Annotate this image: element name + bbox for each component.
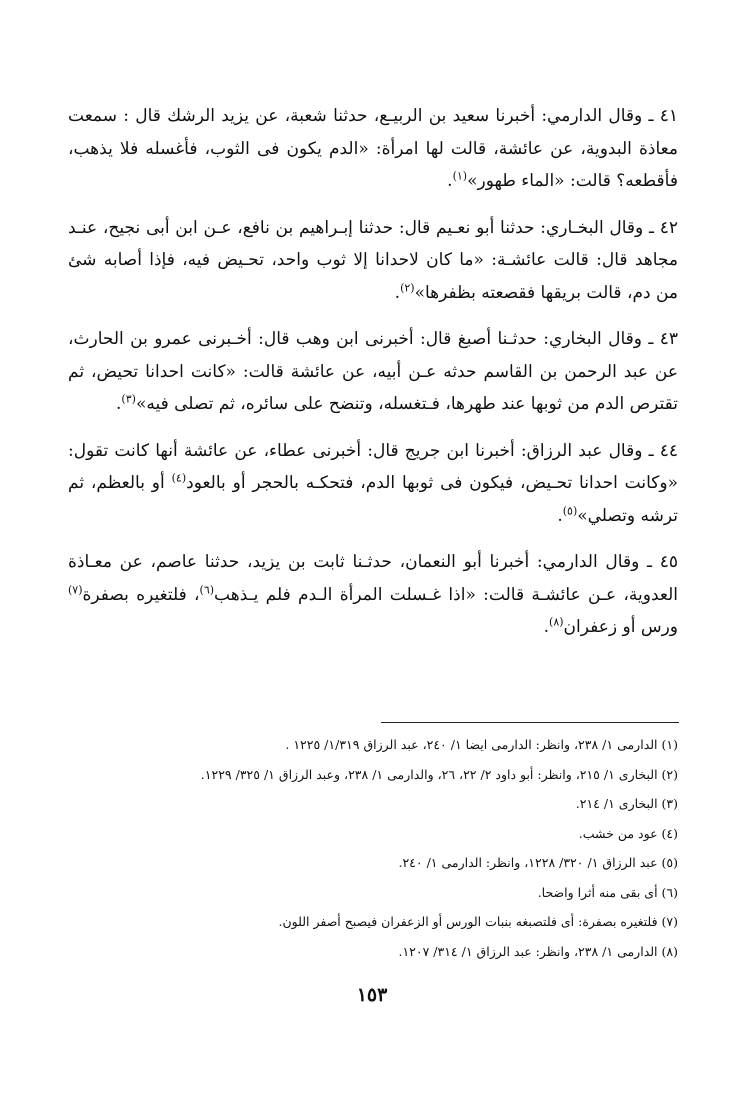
paragraph-end: . <box>394 282 401 303</box>
footnote-8: (٨) الدارمى ١/ ٢٣٨، وانظر: عبد الرزاق ١/ ٣١٤/ ١٢٠٧. <box>398 943 678 959</box>
paragraph-end: . <box>543 617 550 637</box>
footnote-divider <box>381 722 679 723</box>
footnote-ref: (٤) <box>171 471 187 485</box>
footnote-ref: (٨) <box>549 615 564 629</box>
footnote-3: (٣) البخارى ١/ ٢١٤. <box>575 796 678 811</box>
paragraph-text: ٤٢ ـ وقال البخـاري: حدثنا أبو نعـيم قال: حدثنا إبـراهيم بن نافع، عـن ابن أبى نجيح، عنـد مجاهد قال: قالت عائشـة: «ما كان لاحدانا إلا ثوب واحد، تحـيض فيه، فإذا أصابه شئ من دم، قالت بريقها فقصعته بظفرها» <box>68 217 678 303</box>
paragraph-end: . <box>116 394 122 414</box>
footnote-ref: (٧) <box>68 582 83 596</box>
hadith-paragraph-41 <box>68 100 678 198</box>
footnote-ref: (٢) <box>400 280 415 294</box>
page-number: ١٥٣ <box>356 984 388 1006</box>
footnote-ref: (١) <box>452 169 468 183</box>
paragraph-text: ٤٤ ـ وقال عبد الرزاق: أخبرنا ابن جريج قال: أخبرنى عطاء، عن عائشة أنها كانت تقول: «وكانت احدانا تحـيض، فيكون فى ثوبها الدم، فتحكـه بالحجر أو بالعود <box>68 440 678 493</box>
footnote-7: (٧) فلتغيره بصفرة: أى فلتصبغه بنبات الورس أو الزعفران فيصبح أصفر اللون. <box>278 914 678 929</box>
footnotes <box>68 730 678 966</box>
footnote-1: (١) الدارمى ١/ ٢٣٨، وانظر: الدارمى ايضا ١/ ٢٤٠، عبد الرزاق ١/٣١٩/ ١٢٢٥ . <box>285 737 678 752</box>
paragraph-text-continued: أو بالعظم، ثم ترشه وتصلي» <box>68 473 678 526</box>
footnote-ref: (٦) <box>199 582 215 596</box>
footnote-ref: (٥) <box>562 503 578 517</box>
footnote-2: (٢) البخارى ١/ ٢١٥، وانظر: أبو داود ٢/ ٢٢، ٢٦، والدارمى ١/ ٢٣٨، وعبد الرزاق ١/ ٣٢٥/ ١٢٢٩. <box>200 766 678 782</box>
paragraph-text: ٤٥ ـ وقال الدارمي: أخبرنا أبو النعمان، حدثـنا ثابت بن يزيد، حدثنا عاصم، عن معـاذة العدوية، عـن عائشـة قالت: «اذا غـسلت المرأة الـدم فلم يـذهب <box>68 552 679 605</box>
paragraph-text: ٤٣ ـ وقال البخاري: حدثـنا أصبغ قال: أخبرنى ابن وهب قال: أخـبرنى عمرو بن الحارث، عن عبد الرحمن بن القاسم حدثه عـن أبيه، عن عائشة قالت: «كانت احدانا تحيض، ثم تقترص الدم من ثوبها عند طهرها، فـتغسله، وتنضح على سائره، ثم تصلى فيه» <box>68 329 678 414</box>
paragraph-end: . <box>557 505 563 526</box>
paragraph-text-continued: ورس أو زعفران <box>563 617 678 637</box>
footnote-4: (٤) عود من خشب. <box>578 825 678 841</box>
hadith-paragraph-44 <box>68 435 678 533</box>
footnote-6: (٦) أى بقى منه أثرا واضحا. <box>537 884 678 900</box>
paragraph-text-continued: ، فلتغيره بصفرة <box>82 584 200 605</box>
footnote-ref: (٣) <box>121 392 136 406</box>
paragraph-end: . <box>447 171 453 191</box>
footnote-5: (٥) عبد الرزاق ١/ ٣٢٠/ ١٢٢٨، وانظر: الدارمى ١/ ٢٤٠. <box>398 855 678 870</box>
hadith-paragraph-45 <box>68 546 678 644</box>
hadith-paragraph-43 <box>68 323 678 421</box>
paragraph-text: ٤١ ـ وقال الدارمي: أخبرنا سعيد بن الربيـع، حدثنا شعبة، عن يزيد الرشك قال : سمعت معاذة البدوية، عن عائشة، قالت لها امرأة: «الدم يكون فى الثوب، فأغسله فلا يذهب، فأقطعه؟ قالت: «الماء طهور» <box>68 106 678 191</box>
main-text <box>68 100 678 658</box>
hadith-paragraph-42 <box>68 212 678 310</box>
